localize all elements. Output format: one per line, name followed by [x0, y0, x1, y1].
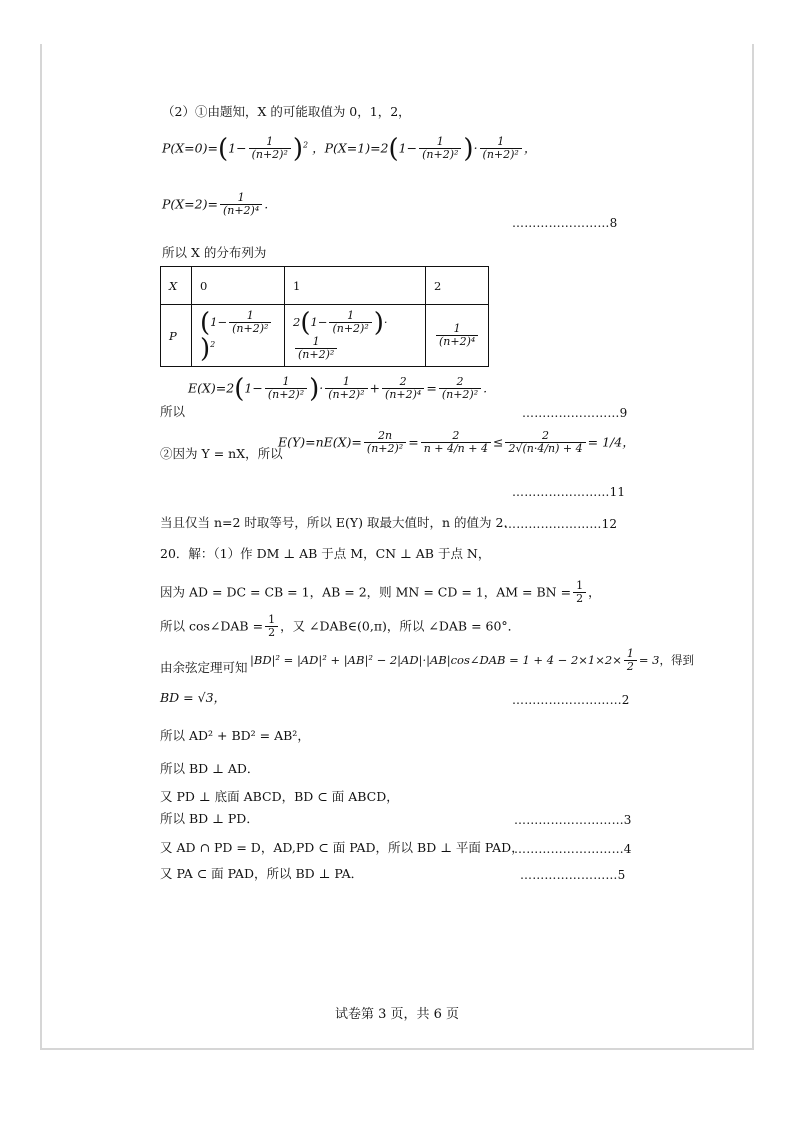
q20-line3: 所以 cos∠DAB = $\frac{1}{2}$ ，又 ∠DAB∈(0,π)，所以 ∠DAB = 60°． — [160, 613, 521, 640]
ey-prefix: ②因为 Y = nX，所以 — [160, 446, 283, 461]
table-row: X 0 1 2 — [161, 267, 489, 305]
q20-line7: 所以 BD ⊥ AD． — [160, 761, 260, 776]
expectation-y: E(Y)=nE(X)= $\frac{2n}{\text{(n+2)²}}$ = $\frac{2}{n + 4/n + 4}$ ≤ $\frac{2}{2√(n\cdot 4/n) + 4}$ = 1/4， — [278, 429, 635, 456]
score-4: ………………………4 — [514, 842, 632, 856]
q20-line5: BD = √3， — [160, 690, 227, 705]
q20-line10: 又 AD ∩ PD = D，AD,PD ⊂ 面 PAD，所以 BD ⊥ 平面 PAD， — [160, 840, 524, 855]
q20-line4-prefix: 由余弦定理可知 — [160, 660, 248, 675]
q20-line11: 又 PA ⊂ 面 PAD，所以 BD ⊥ PA． — [160, 866, 364, 881]
q20-line6: 所以 AD² + BD² = AB²， — [160, 728, 310, 743]
score-8: ……………………8 — [512, 216, 618, 230]
part2-intro: （2）①由题知，X 的可能取值为 0，1，2， — [162, 104, 411, 119]
score-3: ………………………3 — [514, 813, 632, 827]
table-row: P (1− $\frac{1}{\text{(n+2)²}}$ )$^2$ 2(1− $\frac{1}{\text{(n+2)²}}$ )· $\frac{1}{\text{(n+2)²}}$ $\frac{1}{\text{(n+2)⁴}}$ — [161, 305, 489, 367]
ex-prefix: 所以 — [160, 404, 186, 419]
prob-x2: P(X=2)= $\frac{1}{\text{(n+2)⁴}}$ . — [162, 191, 269, 218]
score-11: ……………………11 — [512, 485, 626, 499]
expectation-x: E(X)=2(1− $\frac{1}{\text{(n+2)²}}$ )· $\frac{1}{\text{(n+2)²}}$ + $\frac{2}{\text{(n+2)⁴}}$ = $\frac{2}{\text{(n+2)²}}$ . — [188, 374, 488, 404]
p0-label: P(X=0)= — [162, 140, 218, 156]
p1-label: ，P(X=1)=2 — [312, 140, 389, 156]
score-5: ……………………5 — [520, 868, 626, 882]
conclusion: 当且仅当 n=2 时取等号，所以 E(Y) 取最大值时，n 的值为 2. — [160, 515, 508, 530]
prob-x0-x1: P(X=0)=(1− $\frac{1}{\text{(n+2)²}}$ )$^2$ ，P(X=1)=2(1− $\frac{1}{\text{(n+2)²}}$ )· $\frac{1}{\text{(n+2)²}}$ ， — [162, 134, 537, 164]
q20-line1: 20．解：（1）作 DM ⊥ AB 于点 M，CN ⊥ AB 于点 N， — [160, 546, 491, 561]
score-2: ………………………2 — [512, 693, 630, 707]
page-footer: 试卷第 3 页，共 6 页 — [334, 1007, 460, 1022]
score-9: ……………………9 — [522, 406, 628, 420]
dist-intro: 所以 X 的分布列为 — [162, 245, 267, 260]
cosine-law: |BD|² = |AD|² + |AB|² − 2|AD|·|AB|cos∠DAB = 1 + 4 − 2×1×2× $\frac{1}{2}$ = 3，得到 — [250, 647, 694, 674]
distribution-table — [160, 266, 489, 367]
q20-line9: 所以 BD ⊥ PD． — [160, 811, 259, 826]
q20-line8: 又 PD ⊥ 底面 ABCD，BD ⊂ 面 ABCD， — [160, 789, 399, 804]
q20-line2: 因为 AD = DC = CB = 1，AB = 2，则 MN = CD = 1，AM = BN = $\frac{1}{2}$ ， — [160, 579, 601, 606]
score-12: ……………………12 — [504, 517, 618, 531]
